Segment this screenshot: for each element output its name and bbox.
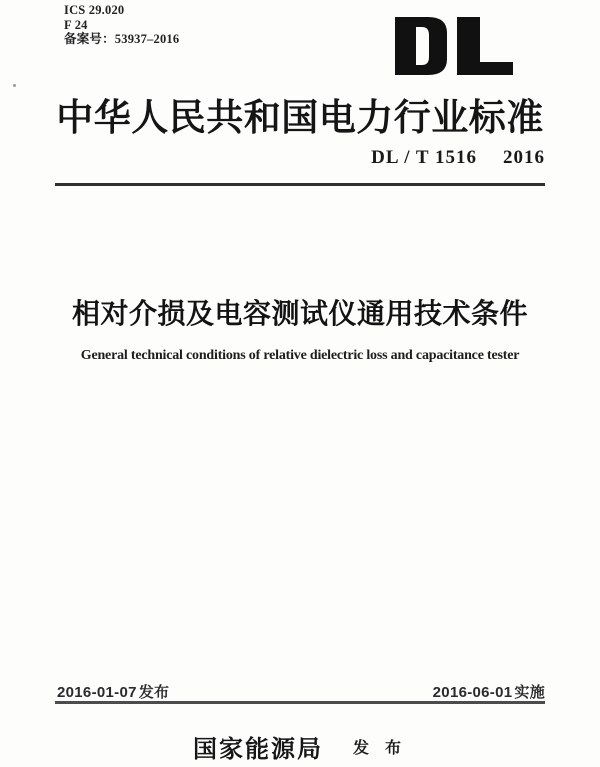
date-row: [57, 681, 545, 702]
standard-number: [371, 147, 545, 169]
document-title-zh: 相对介损及电容测试仪通用技术条件: [71, 298, 528, 329]
document-title-en: General technical conditions of relative dielectric loss and capacitance tester: [80, 348, 520, 363]
standard-family-title: 中华人民共和国电力行业标准: [56, 98, 544, 139]
implementation-date-value: 2016-06-01: [432, 684, 513, 701]
standard-year: 2016: [503, 147, 545, 168]
standard-code: DL / T 1516: [371, 147, 477, 168]
header-rule: [55, 183, 545, 186]
issue-date-value: 2016-01-07: [57, 684, 137, 701]
footer-rule: [55, 701, 545, 704]
classification-code: F 24: [64, 17, 88, 32]
dl-logo: [395, 17, 513, 75]
implementation-date: [433, 681, 545, 702]
record-number: 备案号：53937–2016: [64, 32, 180, 46]
publish-label: 发 布: [352, 740, 407, 757]
publisher-row: [0, 729, 600, 764]
ics-code: ICS 29.020: [64, 3, 125, 17]
issue-date-label: 发布: [138, 684, 170, 701]
implementation-date-label: 实施: [514, 684, 545, 701]
meta-block: [64, 3, 179, 47]
issue-date: [57, 681, 169, 702]
dl-logo-icon: [395, 17, 513, 75]
publisher-name: 国家能源局: [192, 737, 323, 763]
